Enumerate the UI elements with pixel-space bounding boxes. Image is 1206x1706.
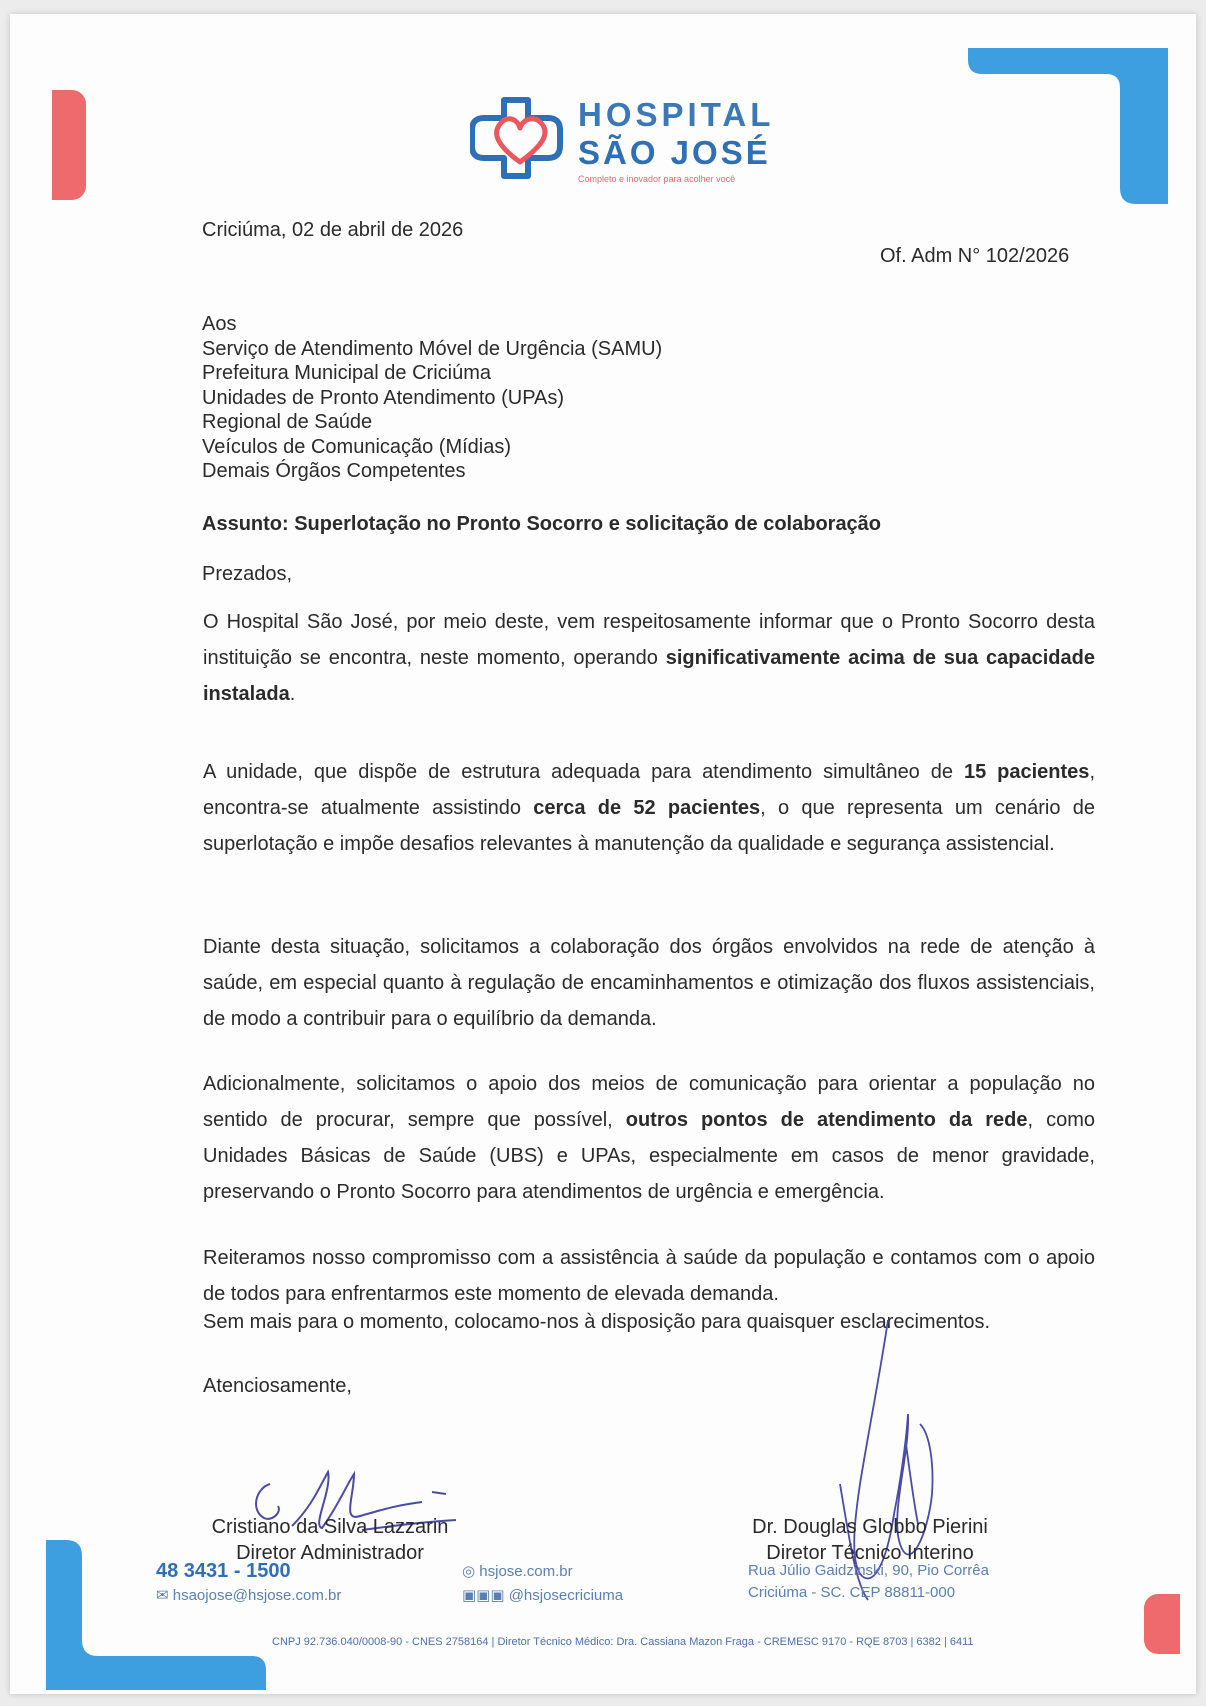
footer-website (462, 1562, 573, 1580)
recipient-line: Regional de Saúde (202, 411, 373, 433)
text-run: Adicionalmente, solicitamos o apoio dos meios de comunicação para orientar a população no sentido de procurar, sempre que possível, (203, 1073, 1095, 1131)
footer-social (462, 1586, 623, 1604)
text-run: , como Unidades Básicas de Saúde (UBS) e UPAs, especialmente em casos de menor gravidade, preservando o Pronto Socorro para atendimentos de urgência e emergência. (203, 1109, 1095, 1203)
emphasis-run: outros pontos de atendimento da rede (625, 1109, 1028, 1131)
text-run: O Hospital São José, por meio deste, vem respeitosamente informar que o Pronto Socorro desta instituição se encontra, neste momento, operando (203, 611, 1095, 669)
paragraph-6: Sem mais para o momento, colocamo-nos à disposição para quaisquer esclarecimentos. (203, 1311, 991, 1333)
footer-legal-line: CNPJ 92.736.040/0008-90 - CNES 2758164 | Diretor Técnico Médico: Dra. Cassiana Mazon Fraga - CREMESC 9170 - RQE 8703 | 6382 | 6411 (272, 1636, 974, 1648)
signer-role: Diretor Administrador (236, 1542, 424, 1564)
text-run: . (289, 683, 296, 705)
document-reference: Of. Adm N° 102/2026 (880, 245, 1070, 267)
paragraph-4 (203, 1066, 1095, 1210)
footer-social-text: @hsjosecriciuma (508, 1587, 624, 1604)
paragraph-2 (203, 754, 1095, 862)
closing: Atenciosamente, (203, 1375, 352, 1397)
paragraph-1 (203, 604, 1095, 712)
paragraph-5: Reiteramos nosso compromisso com a assistência à saúde da população e contamos com o apoio de todos para enfrentarmos este momento de elevada demanda. (203, 1247, 1095, 1305)
signer-role: Diretor Técnico Interino (766, 1542, 974, 1564)
recipient-line: Unidades de Pronto Atendimento (UPAs) (202, 386, 565, 409)
recipient-line: Prefeitura Municipal de Criciúma (202, 362, 492, 384)
footer-website-text: hsjose.com.br (479, 1563, 573, 1580)
emphasis-run: significativamente acima de sua capacidade instalada (203, 647, 1095, 705)
signer-name: Dr. Douglas Globbo Pierini (752, 1516, 988, 1538)
globe-icon: ◎ (462, 1563, 480, 1580)
hospital-logo (470, 86, 790, 186)
logo-line-1: HOSPITAL (578, 96, 775, 133)
emphasis-run: 15 pacientes (963, 761, 1090, 783)
footer-email-text: hsaojose@hsjose.com.br (172, 1587, 342, 1604)
social-icons: ▣▣▣ (462, 1587, 509, 1604)
footer-address: Rua Júlio Gaidzinski, 90, Pio Corrêa (748, 1562, 989, 1579)
signature-block-technical-director (740, 1514, 1000, 1566)
text-run: , o que representa um cenário de superlotação e impõe desafios relevantes à manutenção da qualidade e segurança assistencial. (203, 797, 1095, 855)
logo-tagline: Completo e inovador para acolher você (578, 174, 736, 184)
footer-email (156, 1586, 341, 1604)
text-run: , encontra-se atualmente assistindo (203, 761, 1095, 819)
subject-line: Assunto: Superlotação no Pronto Socorro e solicitação de colaboração (202, 513, 882, 535)
recipient-line: Serviço de Atendimento Móvel de Urgência (SAMU) (202, 337, 663, 360)
recipient-line: Aos (202, 313, 237, 335)
footer-city-cep: Criciúma - SC. CEP 88811-000 (748, 1584, 956, 1601)
red-corner-tab-right (1144, 1594, 1180, 1654)
greeting: Prezados, (202, 563, 293, 585)
cross-heart-icon (470, 96, 570, 180)
place-date: Criciúma, 02 de abril de 2026 (202, 219, 464, 241)
text-run: A unidade, que dispõe de estrutura adequada para atendimento simultâneo de (203, 761, 964, 783)
emphasis-run: cerca de 52 pacientes (533, 797, 761, 819)
logo-line-2: SÃO JOSÉ (578, 134, 771, 171)
red-corner-tab-left (52, 90, 86, 200)
mail-icon: ✉ (156, 1587, 173, 1604)
recipient-line: Demais Órgãos Competentes (202, 460, 466, 482)
letter-page (10, 14, 1196, 1694)
recipients-block (202, 312, 662, 484)
paragraph-3: Diante desta situação, solicitamos a colaboração dos órgãos envolvidos na rede de atenção à saúde, em especial quanto à regulação de encaminhamentos e otimização dos fluxos assistenciais, de modo a contribuir para o equilíbrio da demanda. (203, 936, 1095, 1030)
recipient-line: Veículos de Comunicação (Mídias) (202, 435, 512, 458)
signature-block-administrator (202, 1514, 458, 1566)
blue-corner-top (968, 48, 1168, 204)
footer-phone: 48 3431 - 1500 (156, 1560, 291, 1582)
signer-name: Cristiano da Silva Lazzarin (211, 1516, 449, 1538)
